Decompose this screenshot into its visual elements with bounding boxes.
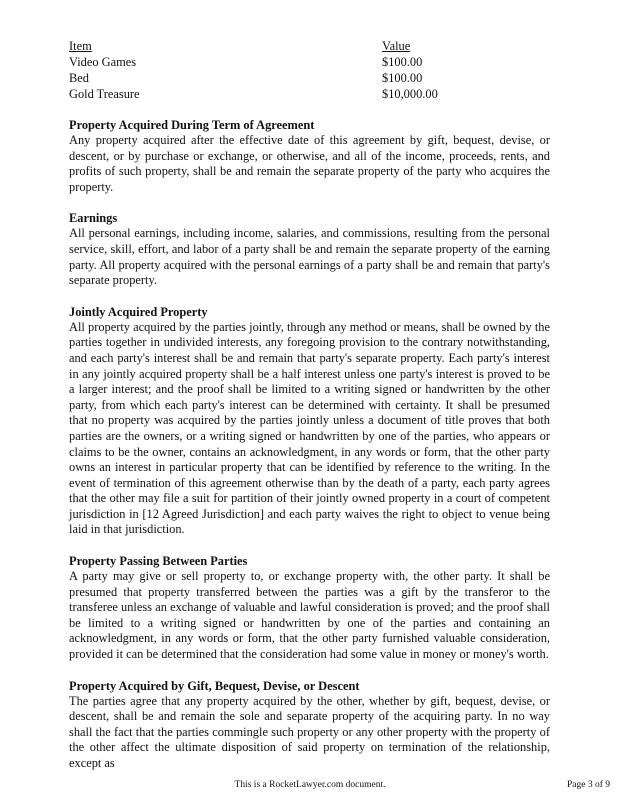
section-body: All personal earnings, including income, salaries, and commissions, resulting from the personal service, skill, effort, and labor of a party shall be and remain the separate property of the earning party. All property acquired with the personal earnings of a party shall be and remain that party's separate property. (69, 226, 550, 288)
table-header-value: Value (382, 39, 411, 53)
section-body: The parties agree that any property acquired by the other, whether by gift, bequest, devise, or descent, shall be and remain the sole and separate property of the acquiring party. In no way shall the fact that the parties commingle such property or any other property with the property of the other affect the ultimate disposition of said property on termination of the relationship, except as (69, 693, 550, 770)
section-property-acquired-by-gift (69, 678, 550, 772)
table-cell-item: Gold Treasure (69, 87, 140, 101)
section-body: All property acquired by the parties jointly, through any method or means, shall be owned by the parties together in undivided interests, any foregoing provision to the contrary notwithstanding, and each party's interest shall be and remain that party's separate property. Each party's interest in any jointly acquired property shall be a half interest unless one party's interest is proved to be a larger interest; and the proof shall be limited to a writing signed or handwritten by the other party, from which each party's interest can be determined with certainty. It shall be presumed that no property was acquired by the parties jointly unless a document of title proves that both parties are the owners, or a writing signed or handwritten by one of the parties, who appears or claims to be the owner, contains an acknowledgment, in any words or form, that the other party owns an interest in particular property that can be identified by reference to the writing. In the event of termination of this agreement otherwise than by the death of a party, each party agrees that the other may file a suit for partition of their jointly owned property in a court of competent jurisdiction in [12 Agreed Jurisdiction] and each party waives the right to object to venue being laid in that jurisdiction. (69, 319, 550, 537)
section-jointly-acquired-property (69, 304, 550, 538)
table-header-value-cell (382, 38, 410, 54)
page-number: Page 3 of 9 (566, 780, 610, 790)
property-table (69, 38, 550, 102)
table-row (69, 86, 550, 102)
section-heading: Earnings (69, 211, 118, 226)
table-header-item: Item (69, 39, 92, 53)
section-body: A party may give or sell property to, or exchange property with, the other party. It shall be presumed that property transferred between the parties was a gift by the transferor to the transferee unless an exchange of valuable and lawful consideration is proved; and the proof shall be limited to a writing signed or handwritten by one of the parties and containing an acknowledgment, in any words or form, that the other party furnished valuable consideration, provided it can be determined that the consideration had some value in money or money's worth. (69, 569, 550, 662)
section-heading: Property Acquired During Term of Agreement (69, 118, 315, 132)
section-heading: Property Acquired by Gift, Bequest, Devise, or Descent (69, 678, 360, 693)
table-cell-item: Video Games (69, 55, 137, 69)
section-property-acquired-during-term (69, 117, 550, 195)
section-heading: Jointly Acquired Property (69, 304, 208, 319)
document-content (69, 38, 550, 772)
footer-source-text: This is a RocketLawyer.com document. (234, 780, 386, 790)
section-earnings (69, 210, 550, 288)
table-row (69, 70, 550, 86)
section-property-passing-between-parties (69, 553, 550, 663)
table-header-item-cell (69, 38, 382, 54)
section-heading: Property Passing Between Parties (69, 554, 248, 569)
table-cell-value: $100.00 (382, 55, 423, 69)
table-row (69, 54, 550, 70)
table-header-row (69, 38, 550, 54)
table-cell-value: $10,000.00 (382, 87, 438, 101)
table-cell-item: Bed (69, 71, 89, 85)
table-cell-value: $100.00 (382, 71, 423, 85)
section-body: Any property acquired after the effective date of this agreement by gift, bequest, devise, or descent, or by purchase or exchange, or otherwise, and all of the income, proceeds, rents, and profits of such property, shall be and remain the separate property of the party who acquires the property. (69, 133, 550, 194)
